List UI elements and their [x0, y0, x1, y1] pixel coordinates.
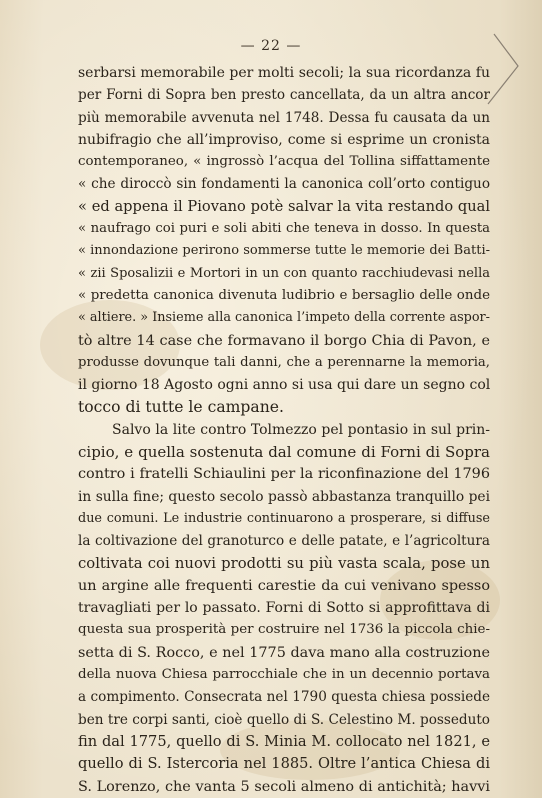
text-line: a compimento. Consecrata nel 1790 questa chiesa possiede	[78, 689, 490, 706]
text-line: setta di S. Rocco, e nel 1775 dava mano alla costruzione	[78, 644, 490, 661]
text-line: Salvo la lite contro Tolmezzo pel pontasio in sul prin-	[112, 421, 490, 438]
text-line: « zii Sposalizii e Mortori in un con quanto racchiudevasi nella	[78, 265, 490, 281]
text-line: « predetta canonica divenuta ludibrio e bersaglio delle onde	[78, 287, 490, 303]
text-line: « altiere. » Insieme alla canonica l’impeto della corrente aspor-	[78, 310, 490, 326]
text-line: per Forni di Sopra ben presto cancellata, da un altra ancor	[78, 87, 490, 104]
text-line: serbarsi memorabile per molti secoli; la sua ricordanza fu	[78, 65, 490, 81]
text-line: due comuni. Le industrie continuarono a prosperare, si diffuse	[78, 510, 490, 526]
text-line: la coltivazione del granoturco e delle patate, e l’agricoltura	[78, 533, 490, 550]
text-line: coltivata coi nuovi prodotti su più vasta scala, pose un	[78, 554, 490, 572]
text-line: tocco di tutte le campane.	[78, 398, 284, 417]
text-line: « ed appena il Piovano potè salvar la vita restando qual	[78, 197, 490, 215]
text-line: il giorno 18 Agosto ogni anno si usa qui dare un segno col	[78, 377, 490, 394]
text-line: cipio, e quella sostenuta dal comune di Forni di Sopra	[78, 443, 490, 462]
text-line: questa sua prosperità per costruire nel 1736 la piccola chie-	[78, 622, 490, 638]
text-line: quello di S. Istercoria nel 1885. Oltre l’antica Chiesa di	[78, 755, 490, 773]
text-line: contemporaneo, « ingrossò l’acqua del Tollina siffattamente	[78, 154, 490, 170]
text-line: ben tre corpi santi, cioè quello di S. Celestino M. posseduto	[78, 711, 490, 728]
text-line: un argine alle frequenti carestie da cui venivano spesso	[78, 577, 490, 594]
text-line: fin dal 1775, quello di S. Minia M. collocato nel 1821, e	[78, 732, 490, 750]
text-line: « naufrago coi puri e soli abiti che teneva in dosso. In questa	[78, 221, 490, 237]
page-number: — 22 —	[240, 38, 302, 54]
pencil-mark-icon	[482, 0, 542, 110]
text-line: produsse dovunque tali danni, che a perennarne la memoria,	[78, 354, 490, 370]
text-line: della nuova Chiesa parrocchiale che in un decennio portava	[78, 667, 490, 683]
text-line: più memorabile avvenuta nel 1748. Dessa fu causata da un	[78, 109, 490, 126]
text-line: S. Lorenzo, che vanta 5 secoli almeno di antichità; havvi	[78, 778, 490, 795]
text-line: contro i fratelli Schiaulini per la riconfinazione del 1796	[78, 466, 490, 483]
body-text	[78, 62, 490, 798]
text-line: tò altre 14 case che formavano il borgo Chia di Pavon, e	[78, 332, 490, 349]
text-line: in sulla fine; questo secolo passò abbastanza tranquillo pei	[78, 488, 490, 505]
text-line: travagliati per lo passato. Forni di Sotto si approfittava di	[78, 600, 490, 617]
text-line: nubifragio che all’improviso, come si esprime un cronista	[78, 131, 490, 148]
text-line: « che dirocсò sin fondamenti la canonica coll’orto contiguo	[78, 176, 490, 193]
text-line: « innondazione perirono sommerse tutte le memorie dei Batti-	[78, 243, 490, 259]
